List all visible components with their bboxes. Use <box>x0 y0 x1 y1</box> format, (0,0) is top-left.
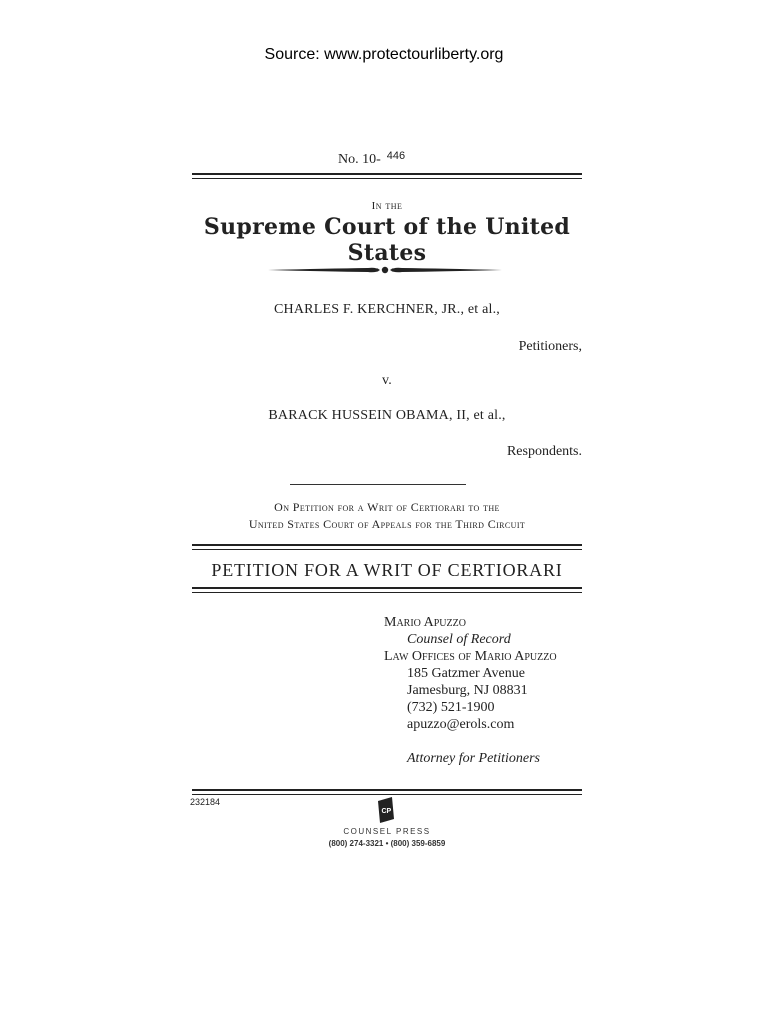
street-address: 185 Gatzmer Avenue <box>407 666 525 681</box>
ornament-divider-icon <box>268 263 502 277</box>
short-divider <box>290 484 466 485</box>
press-name: COUNSEL PRESS <box>343 827 431 836</box>
phone-number: (732) 521-1900 <box>407 700 495 715</box>
footer-rule <box>192 789 582 795</box>
petitioner-role: Petitioners, <box>518 339 582 354</box>
law-firm: Law Offices of Mario Apuzzo <box>384 649 557 664</box>
on-petition-line-1: On Petition for a Writ of Certiorari to the <box>274 500 500 514</box>
counsel-name: Mario Apuzzo <box>384 615 466 630</box>
title-top-rule <box>192 544 582 550</box>
top-double-rule <box>192 173 582 179</box>
press-phones: (800) 274-3321 • (800) 359-6859 <box>328 839 446 848</box>
respondent-role: Respondents. <box>506 444 582 459</box>
court-name: Supreme Court of the United States <box>203 214 571 266</box>
title-bottom-rule <box>192 587 582 593</box>
source-line: Source: www.protectourliberty.org <box>264 46 504 63</box>
versus-label: v. <box>382 373 392 388</box>
counsel-press-logo-icon <box>375 797 397 823</box>
job-code: 232184 <box>190 797 221 807</box>
docket-handwritten-number: 446 <box>386 150 406 162</box>
city-state-zip: Jamesburg, NJ 08831 <box>407 683 528 698</box>
attorney-for-label: Attorney for Petitioners <box>407 751 540 766</box>
svg-text:CP: CP <box>381 808 392 815</box>
on-petition-line-2: United States Court of Appeals for the Third Circuit <box>248 517 526 531</box>
counsel-role: Counsel of Record <box>407 632 511 647</box>
counsel-block <box>384 614 557 767</box>
docket-prefix: No. 10- <box>338 152 381 167</box>
document-title: PETITION FOR A WRIT OF CERTIORARI <box>211 560 563 580</box>
in-the-label: In the <box>371 200 403 212</box>
petitioner-name: CHARLES F. KERCHNER, JR., et al., <box>274 302 500 317</box>
respondent-name: BARACK HUSSEIN OBAMA, II, et al., <box>268 408 506 423</box>
docket-number <box>338 152 405 168</box>
email-address[interactable]: apuzzo@erols.com <box>407 717 515 732</box>
